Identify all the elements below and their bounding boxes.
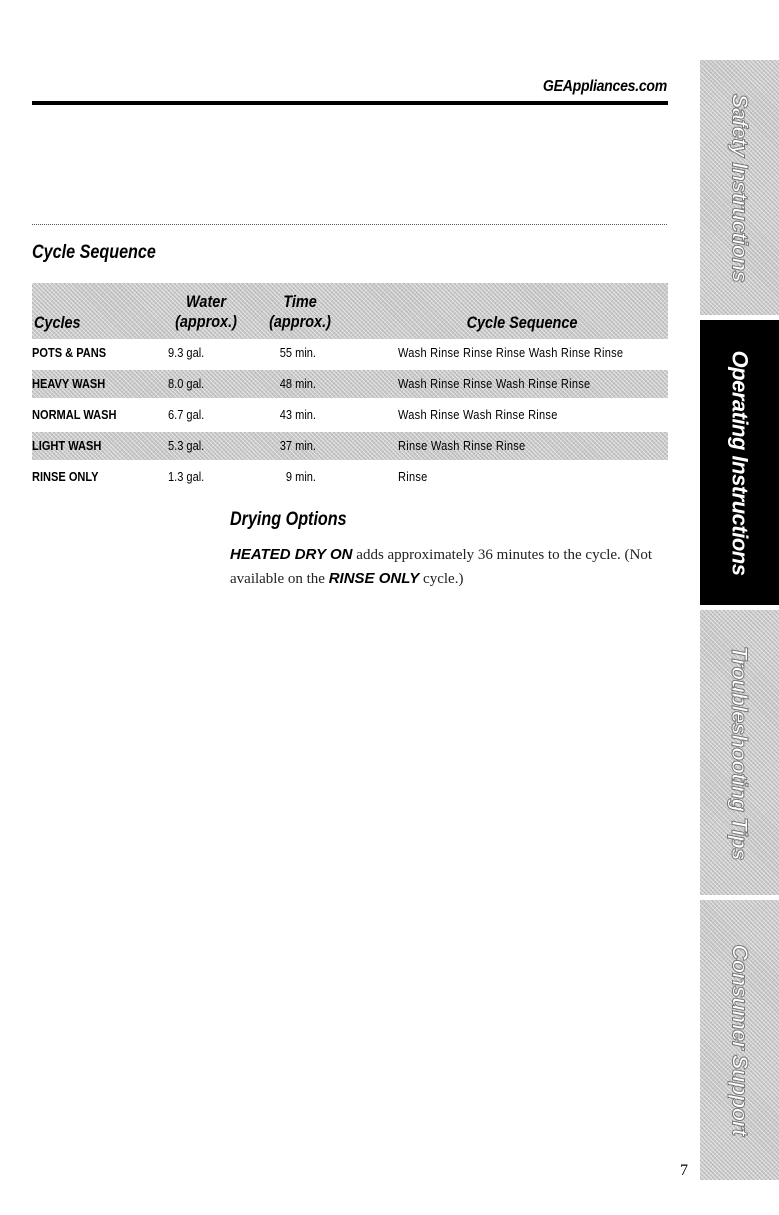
table-row xyxy=(32,463,668,491)
header-cycles: Cycles xyxy=(34,313,81,332)
table-row xyxy=(32,401,668,429)
tab-label: Consumer Support xyxy=(727,944,753,1136)
cycle-sequence: Wash Rinse Rinse Wash Rinse Rinse xyxy=(398,376,591,391)
section-divider xyxy=(32,224,668,225)
drying-text-1: adds approximately 36 minutes to the cycle. (Not available on the xyxy=(230,547,653,587)
tab-label: Safety Instructions xyxy=(727,93,753,282)
header-sequence: Cycle Sequence xyxy=(466,313,578,332)
tab-label: Operating Instructions xyxy=(727,350,753,575)
cycle-water: 1.3 gal. xyxy=(168,469,205,484)
cycle-sequence: Wash Rinse Wash Rinse Rinse xyxy=(398,407,558,422)
header-water-line2: (approx.) xyxy=(175,312,237,331)
header-time-line2: (approx.) xyxy=(269,312,331,331)
drying-options-title: Drying Options xyxy=(230,509,347,530)
cycle-sequence: Rinse xyxy=(398,469,428,484)
header-time xyxy=(261,292,339,332)
header-water-line1: Water xyxy=(186,292,226,311)
cycle-time: 37 min. xyxy=(279,438,316,453)
cycle-water: 5.3 gal. xyxy=(168,438,205,453)
cycle-time: 48 min. xyxy=(279,376,316,391)
tab-safety-instructions[interactable] xyxy=(700,60,779,315)
tab-troubleshooting-tips[interactable] xyxy=(700,610,779,895)
cycle-name: HEAVY WASH xyxy=(32,376,106,391)
tab-label: Troubleshooting Tips xyxy=(727,645,753,860)
cycle-water: 6.7 gal. xyxy=(168,407,205,422)
tab-operating-instructions[interactable] xyxy=(700,320,779,605)
page-number: 7 xyxy=(680,1162,688,1179)
cycle-sequence: Rinse Wash Rinse Rinse xyxy=(398,438,526,453)
section-title: Cycle Sequence xyxy=(32,242,156,263)
table-row xyxy=(32,432,668,460)
cycle-name: RINSE ONLY xyxy=(32,469,99,484)
cycle-time: 43 min. xyxy=(279,407,316,422)
cycle-time: 55 min. xyxy=(279,345,316,360)
tab-consumer-support[interactable] xyxy=(700,900,779,1180)
drying-options-text xyxy=(230,543,670,591)
cycle-sequence: Wash Rinse Rinse Rinse Wash Rinse Rinse xyxy=(398,345,624,360)
table-row xyxy=(32,339,668,367)
rinse-only-label: RINSE ONLY xyxy=(328,570,420,587)
cycle-name: POTS & PANS xyxy=(32,345,107,360)
table-row xyxy=(32,370,668,398)
header-rule xyxy=(32,101,668,105)
header-time-line1: Time xyxy=(283,292,317,311)
header-water xyxy=(167,292,245,332)
drying-text-2: cycle.) xyxy=(419,571,464,587)
cycle-water: 9.3 gal. xyxy=(168,345,205,360)
cycle-name: NORMAL WASH xyxy=(32,407,117,422)
cycle-time: 9 min. xyxy=(285,469,316,484)
cycle-name: LIGHT WASH xyxy=(32,438,102,453)
cycle-water: 8.0 gal. xyxy=(168,376,205,391)
heated-dry-label: HEATED DRY ON xyxy=(230,546,353,563)
website-url: GEAppliances.com xyxy=(542,78,667,95)
cycle-table xyxy=(32,283,668,491)
table-header xyxy=(32,283,668,339)
